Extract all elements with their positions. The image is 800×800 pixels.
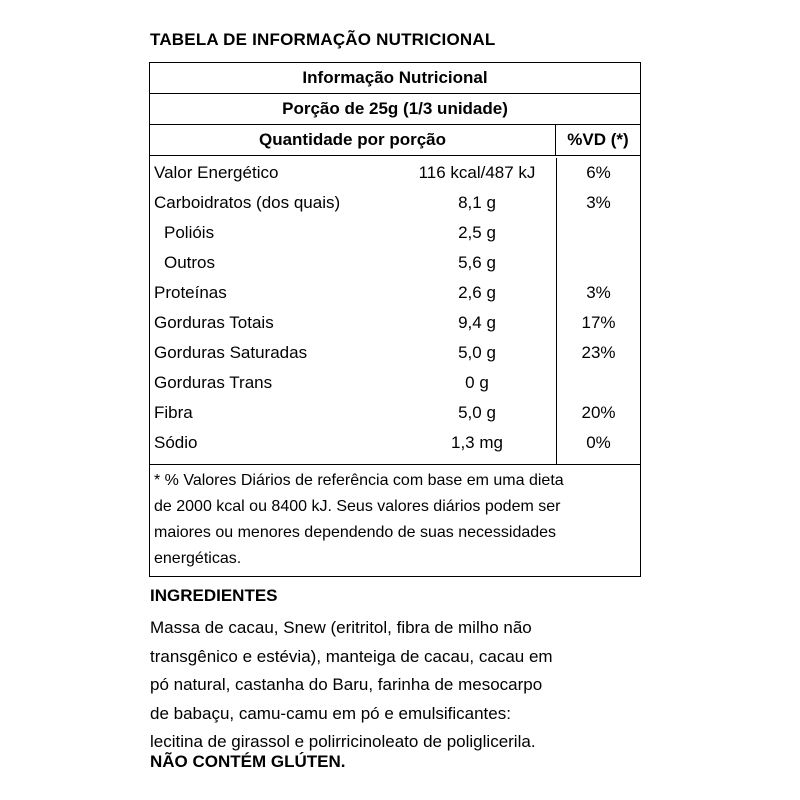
ingredients-line: transgênico e estévia), manteiga de cacau, cacau em [150, 646, 553, 666]
nutrient-quantity: 1,3 mg [451, 433, 503, 452]
nutrient-name: Sódio [154, 433, 198, 452]
nutrient-quantity: 5,0 g [458, 343, 496, 362]
footnote-line: * % Valores Diários de referência com base em uma dieta [154, 472, 564, 489]
nutrient-quantity: 8,1 g [458, 193, 496, 212]
ingredients-line: lecitina de girassol e polirricinoleato de poliglicerila. [150, 732, 536, 751]
nutrient-name: Carboidratos (dos quais) [154, 193, 341, 212]
nutrient-quantity: 5,6 g [458, 253, 496, 272]
footnote-line: de 2000 kcal ou 8400 kJ. Seus valores diários podem ser [154, 498, 561, 515]
ingredients-text [150, 614, 630, 757]
nutrient-row [150, 398, 640, 428]
nutrient-quantity: 116 kcal/487 kJ [418, 163, 536, 182]
nutrient-row [150, 308, 640, 338]
portion-size: Porção de 25g (1/3 unidade) [150, 94, 640, 125]
nutrient-name: Fibra [154, 403, 193, 422]
nutrient-name: Gorduras Saturadas [154, 343, 308, 362]
vd-column-header: %VD (*) [567, 130, 629, 149]
nutrient-vd: 20% [556, 398, 640, 428]
nutrient-name: Gorduras Trans [154, 373, 273, 392]
nutrient-row [150, 428, 640, 458]
nutrient-vd: 3% [556, 278, 640, 308]
nutrient-quantity: 2,6 g [458, 283, 496, 302]
gluten-notice: NÃO CONTÉM GLÚTEN. [150, 752, 346, 771]
ingredients-line: pó natural, castanha do Baru, farinha de mesocarpo [150, 675, 543, 694]
nutrient-name: Valor Energético [154, 163, 279, 182]
nutrient-name: Gorduras Totais [154, 313, 274, 332]
nutrient-vd [556, 368, 640, 398]
nutrient-vd [556, 218, 640, 248]
footnote-line: energéticas. [154, 550, 242, 567]
vd-footnote [150, 465, 640, 576]
nutrient-vd [556, 248, 640, 278]
nutrient-row [150, 188, 640, 218]
nutrient-row [150, 218, 640, 248]
column-header-row [150, 125, 640, 156]
nutrient-name: Polióis [164, 223, 215, 242]
nutrient-row [150, 248, 640, 278]
nutrient-name: Outros [164, 253, 216, 272]
table-title: Informação Nutricional [150, 63, 640, 94]
table-divider [150, 458, 640, 465]
nutrient-vd: 6% [556, 158, 640, 188]
nutrient-row [150, 156, 640, 188]
nutrient-vd: 3% [556, 188, 640, 218]
nutrient-row [150, 368, 640, 398]
nutrient-quantity: 0 g [465, 373, 489, 392]
nutrient-vd: 0% [556, 428, 640, 458]
ingredients-line: de babaçu, camu-camu em pó e emulsificantes: [150, 703, 511, 723]
nutrient-vd: 17% [556, 308, 640, 338]
quantity-column-header: Quantidade por porção [150, 125, 556, 155]
nutrient-name: Proteínas [154, 283, 227, 302]
nutrient-vd: 23% [556, 338, 640, 368]
nutrient-quantity: 5,0 g [458, 403, 496, 422]
ingredients-title: INGREDIENTES [150, 586, 278, 605]
nutrient-quantity: 9,4 g [458, 313, 496, 332]
nutrient-quantity: 2,5 g [458, 223, 496, 242]
ingredients-line: Massa de cacau, Snew (eritritol, fibra de milho não [150, 618, 532, 637]
nutrient-row [150, 278, 640, 308]
section-title: TABELA DE INFORMAÇÃO NUTRICIONAL [150, 30, 496, 49]
footnote-line: maiores ou menores dependendo de suas necessidades [154, 524, 557, 541]
nutrition-table [149, 62, 641, 577]
nutrient-row [150, 338, 640, 368]
